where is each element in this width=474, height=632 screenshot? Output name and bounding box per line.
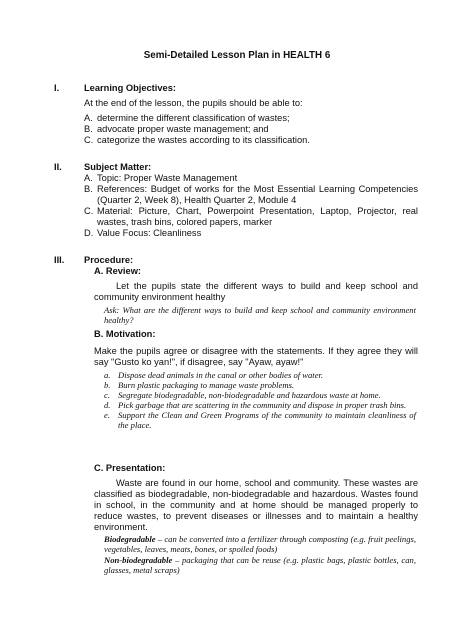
review-ask: Ask: What are the different ways to build and keep school and community environment healthy?: [104, 305, 416, 325]
objective-item: [84, 135, 418, 146]
subject-matter-text: References: Budget of works for the Most Essential Learning Competencies (Quarter 2, Week 8), Health Quarter 2, Module 4: [97, 184, 418, 205]
list-item-text: Burn plastic packaging to manage waste problems.: [118, 380, 295, 390]
section-1-intro: At the end of the lesson, the pupils should be able to:: [84, 98, 303, 108]
list-item: [104, 380, 416, 390]
list-item: [104, 410, 416, 430]
objective-text: categorize the wastes according to its classification.: [97, 135, 310, 145]
section-3-title: Procedure:: [84, 255, 134, 265]
review-paragraph: Let the pupils state the different ways to build and keep school and community environment healthy: [94, 281, 418, 302]
subject-matter-item: [84, 206, 418, 228]
motivation-paragraph: Make the pupils agree or disagree with the statements. If they agree they will say "Gusto ko yan!", if disagree, say "Ayaw, ayaw!": [94, 346, 418, 367]
subject-matter-letter: B.: [84, 184, 93, 194]
list-item-letter: a.: [104, 370, 111, 380]
biodegradable-term: Biodegradable: [104, 534, 156, 544]
objective-letter: C.: [84, 135, 94, 145]
objective-text: determine the different classification of wastes;: [97, 113, 290, 123]
objective-text: advocate proper waste management; and: [97, 124, 269, 134]
list-item-text: Pick garbage that are scattering in the community and dispose in proper trash bins.: [118, 400, 407, 410]
biodegradable-text: – can be converted into a fertilizer through composting (e.g. fruit peelings, vegetables, leaves, meats, bones, or spoiled foods): [104, 534, 416, 554]
objective-letter: A.: [84, 113, 93, 123]
subject-matter-item: [84, 184, 418, 206]
section-1-number: I.: [54, 83, 60, 93]
biodegradable-definition: [104, 534, 416, 554]
non-biodegradable-definition: [104, 555, 416, 575]
subject-matter-letter: A.: [84, 173, 93, 183]
subject-matter-text: Material: Picture, Chart, Powerpoint Presentation, Laptop, Projector, real wastes, trash bins, colored papers, marker: [97, 206, 418, 227]
subject-matter-text: Topic: Proper Waste Management: [97, 173, 238, 183]
document-title: Semi-Detailed Lesson Plan in HEALTH 6: [143, 50, 331, 61]
section-2-title: Subject Matter:: [84, 162, 152, 172]
subject-matter-letter: D.: [84, 228, 94, 238]
list-item-letter: e.: [104, 410, 110, 420]
subject-matter-item: [84, 173, 418, 184]
non-biodegradable-text: – packaging that can be reuse (e.g. plastic bags, plastic bottles, can, glasses, metal scraps): [104, 555, 416, 575]
list-item-text: Segregate biodegradable, non-biodegradable and hazardous waste at home.: [118, 390, 381, 400]
objective-item: [84, 124, 418, 135]
list-item-letter: b.: [104, 380, 111, 390]
list-item: [104, 390, 416, 400]
list-item: [104, 370, 416, 380]
list-item-letter: d.: [104, 400, 111, 410]
subject-matter-item: [84, 228, 418, 239]
presentation-heading: C. Presentation:: [94, 463, 166, 473]
objective-item: [84, 113, 418, 124]
section-1-title: Learning Objectives:: [84, 83, 176, 93]
section-2-number: II.: [54, 162, 62, 172]
non-biodegradable-term: Non-biodegradable: [104, 555, 173, 565]
objective-letter: B.: [84, 124, 93, 134]
list-item-text: Support the Clean and Green Programs of the community to maintain cleanliness of the place.: [118, 410, 416, 430]
presentation-paragraph: Waste are found in our home, school and community. These wastes are classified as biodegradable, non-biodegradable and hazardous. Wastes found in school, in the community and at home should be managed properly to reduce wastes, to prevent diseases or illnesses and to maintain a healthy environment.: [94, 478, 418, 532]
list-item-text: Dispose dead animals in the canal or other bodies of water.: [118, 370, 324, 380]
motivation-heading: B. Motivation:: [94, 329, 156, 339]
list-item: [104, 400, 416, 410]
review-heading: A. Review:: [94, 266, 142, 276]
subject-matter-text: Value Focus: Cleanliness: [97, 228, 202, 238]
list-item-letter: c.: [104, 390, 110, 400]
motivation-statements: [104, 370, 416, 430]
subject-matter-letter: C.: [84, 206, 94, 216]
section-3-number: III.: [54, 255, 65, 265]
